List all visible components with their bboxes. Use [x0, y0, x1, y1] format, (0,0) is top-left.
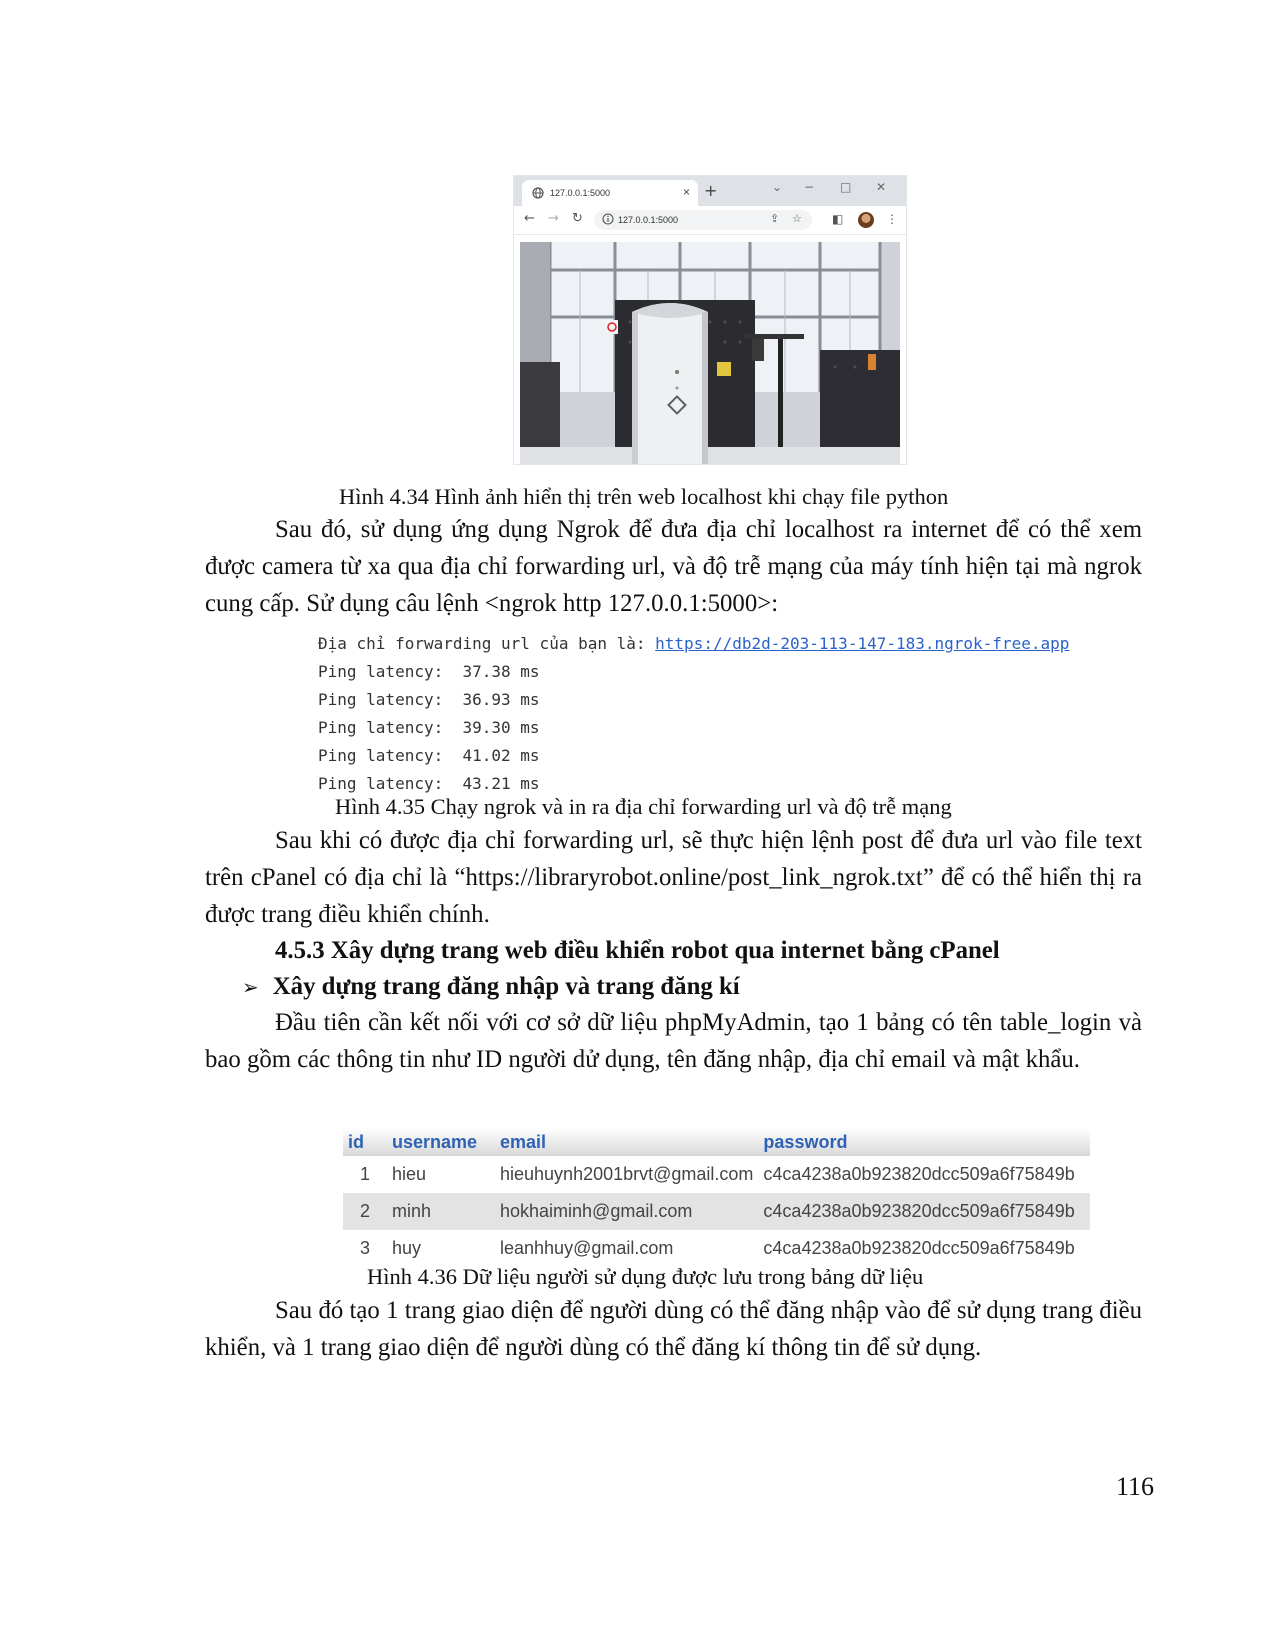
- column-header-username[interactable]: username: [387, 1128, 495, 1156]
- paragraph-post-url: [205, 822, 1142, 933]
- ping-latency-label: Ping latency:: [318, 690, 463, 709]
- address-url: 127.0.0.1:5000: [618, 215, 679, 225]
- forwarding-url-label: Địa chỉ forwarding url của bạn là:: [318, 634, 656, 653]
- window-close-icon[interactable]: ✕: [876, 180, 887, 194]
- figure-4-34-caption: Hình 4.34 Hình ảnh hiển thị trên web localhost khi chạy file python: [339, 484, 949, 509]
- ping-latency-value: 36.93 ms: [462, 690, 540, 709]
- ping-latency-value: 43.21 ms: [462, 774, 540, 793]
- browser-tab-strip: [514, 176, 906, 206]
- reload-icon[interactable]: ↻: [572, 211, 583, 226]
- table-header-row: [343, 1128, 1090, 1156]
- tab-search-icon[interactable]: ⌄: [772, 180, 783, 194]
- tab-title: 127.0.0.1:5000: [550, 188, 611, 198]
- ping-latency-value: 39.30 ms: [462, 718, 540, 737]
- paragraph-ngrok-intro-text: Sau đó, sử dụng ứng dụng Ngrok để đưa địa chỉ localhost ra internet để có thể xem được camera từ xa qua địa chỉ forwarding url, và độ trễ mạng của máy tính hiện tại mà ngrok cung cấp. Sử dụng câu lệnh <ngrok http 127.0.0.1:5000>:: [205, 516, 1142, 617]
- ngrok-console-output: [318, 630, 1069, 798]
- subsection-heading-text: Xây dựng trang đăng nhập và trang đăng kí: [272, 973, 740, 1000]
- cell-password: c4ca4238a0b923820dcc509a6f75849b: [758, 1193, 1090, 1230]
- cell-email: leanhhuy@gmail.com: [500, 1238, 674, 1258]
- section-heading: 4.5.3 Xây dựng trang web điều khiển robot qua internet bằng cPanel: [275, 937, 1000, 964]
- figure-4-35-caption: Hình 4.35 Chạy ngrok và in ra địa chỉ forwarding url và độ trễ mạng: [335, 794, 952, 819]
- maximize-icon[interactable]: □: [840, 180, 852, 194]
- paragraph-database-text: Đầu tiên cần kết nối với cơ sở dữ liệu phpMyAdmin, tạo 1 bảng có tên table_login và bao gồm các thông tin như ID người dử dụng, tên đăng nhập, địa chỉ email và mật khẩu.: [205, 1009, 1142, 1073]
- minimize-icon[interactable]: −: [804, 180, 815, 194]
- paragraph-database: [205, 1004, 1142, 1078]
- paragraph-post-url-text: Sau khi có được địa chỉ forwarding url, sẽ thực hiện lệnh post để đưa url vào file text trên cPanel có địa chỉ là “https://libraryrobot.online/post_link_ngrok.txt” để có thể hiển thị ra được trang điều khiển chính.: [205, 827, 1142, 928]
- forward-icon[interactable]: →: [548, 211, 559, 226]
- ping-latency-value: 37.38 ms: [462, 662, 540, 681]
- cell-email: hieuhuynh2001brvt@gmail.com: [500, 1164, 754, 1184]
- ping-latency-line: [318, 658, 1069, 686]
- bookmark-star-icon[interactable]: ☆: [792, 212, 802, 225]
- cell-password: c4ca4238a0b923820dcc509a6f75849b: [763, 1164, 1075, 1184]
- paragraph-login-pages-text: Sau đó tạo 1 trang giao diện để người dùng có thể đăng nhập vào để sử dụng trang điều khiển, và 1 trang giao diện để người dùng có thể đăng kí thông tin để sử dụng.: [205, 1297, 1142, 1361]
- paragraph-ngrok-intro: [205, 511, 1142, 622]
- forwarding-url-link[interactable]: https://db2d-203-113-147-183.ngrok-free.app: [655, 634, 1070, 653]
- arrow-bullet-icon: ➢: [242, 975, 259, 999]
- cell-username: huy: [392, 1238, 422, 1258]
- new-tab-icon[interactable]: +: [704, 181, 718, 200]
- browser-toolbar: [514, 206, 906, 235]
- page-number: 116: [1116, 1472, 1155, 1501]
- paragraph-login-pages: [205, 1292, 1142, 1366]
- globe-icon: [532, 187, 544, 199]
- side-panel-icon[interactable]: ◧: [832, 212, 844, 226]
- cell-password: c4ca4238a0b923820dcc509a6f75849b: [763, 1238, 1075, 1258]
- ping-latency-label: Ping latency:: [318, 746, 463, 765]
- ping-latency-label: Ping latency:: [318, 774, 463, 793]
- site-info-icon[interactable]: [602, 213, 614, 225]
- menu-icon[interactable]: ⋮: [886, 212, 898, 226]
- column-header-email[interactable]: email: [495, 1128, 758, 1156]
- cell-username: hieu: [392, 1164, 427, 1184]
- share-icon[interactable]: ⇪: [770, 212, 780, 225]
- camera-stream-image: [520, 242, 900, 464]
- figure-4-36-caption: Hình 4.36 Dữ liệu người sử dụng được lưu trong bảng dữ liệu: [367, 1264, 924, 1289]
- subsection-heading: [242, 968, 740, 1006]
- ping-latency-line: [318, 714, 1069, 742]
- browser-screenshot: [514, 176, 906, 464]
- ping-latency-line: [318, 742, 1069, 770]
- cell-email: hokhaiminh@gmail.com: [495, 1193, 758, 1230]
- back-icon[interactable]: ←: [524, 211, 535, 226]
- camera-scene-illustration: [520, 242, 900, 464]
- browser-tab[interactable]: [522, 180, 698, 206]
- user-login-table: [343, 1128, 1090, 1267]
- ping-latency-label: Ping latency:: [318, 718, 463, 737]
- column-header-id[interactable]: id: [343, 1128, 387, 1156]
- table-row[interactable]: [343, 1193, 1090, 1230]
- cell-id: 1: [359, 1164, 370, 1184]
- profile-avatar[interactable]: [858, 212, 874, 228]
- ping-latency-line: [318, 686, 1069, 714]
- forwarding-url-line: [318, 630, 1069, 658]
- close-tab-icon[interactable]: ×: [682, 185, 690, 199]
- cell-username: minh: [387, 1193, 495, 1230]
- table-row[interactable]: [343, 1156, 1090, 1193]
- cell-id: 3: [359, 1238, 370, 1258]
- address-bar[interactable]: [594, 210, 812, 230]
- cell-id: 2: [343, 1193, 387, 1230]
- ping-latency-label: Ping latency:: [318, 662, 463, 681]
- ping-latency-value: 41.02 ms: [462, 746, 540, 765]
- column-header-password[interactable]: password: [758, 1128, 1090, 1156]
